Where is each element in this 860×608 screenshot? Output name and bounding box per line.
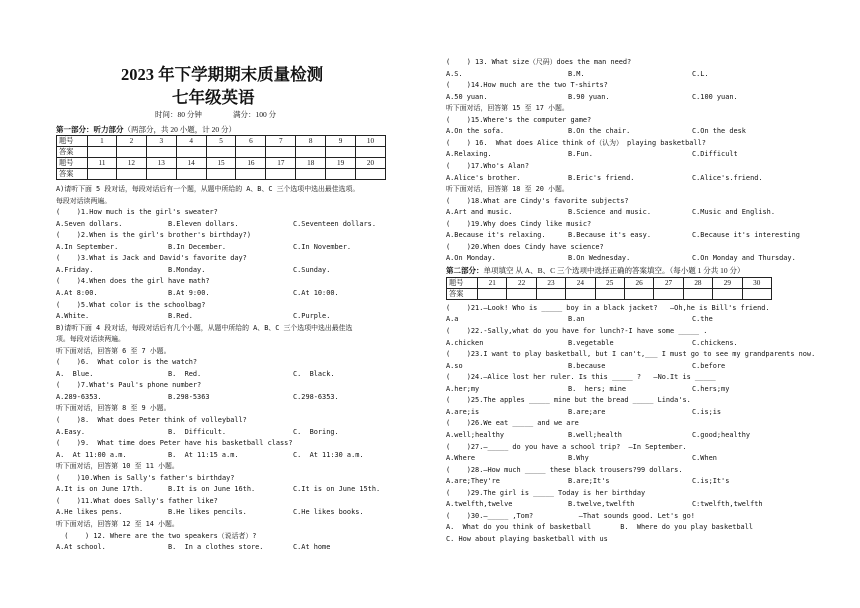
question-line: ( )2.When is the girl's brother's birthday?) — [56, 231, 251, 240]
grid-answer-row — [57, 169, 386, 180]
grid-answer-cell — [146, 169, 176, 180]
question-line: ( )15.Where's the computer game? — [446, 115, 592, 124]
grid-answer-cell — [206, 147, 236, 158]
question-line: 项。每段对话读两遍。 — [56, 335, 125, 344]
option-c: C.Alice's.friend. — [692, 173, 763, 182]
grid-answer-cell — [176, 147, 206, 158]
part2-answer-grid — [446, 277, 772, 300]
option-b: B.because — [568, 361, 606, 370]
option-b: B.At 9:00. — [168, 288, 210, 297]
answer-options — [56, 242, 386, 252]
option-b: B.are;are — [568, 407, 606, 416]
grid-answer-cell — [116, 147, 146, 158]
question-line: ( )7.What's Paul's phone number? — [56, 381, 202, 390]
option-a: A.S. — [446, 69, 463, 78]
exam-title: 2023 年下学期期末质量检测 — [121, 65, 324, 84]
option-b: B.On the chair. — [568, 127, 631, 136]
grid-row-label: 答案 — [447, 289, 478, 300]
answer-options — [56, 484, 386, 494]
option-a: A.are;They're — [446, 477, 500, 486]
option-b: B.Fun. — [568, 150, 593, 159]
option-a: A.It is on June 17th. — [56, 485, 144, 494]
answer-options — [446, 207, 806, 217]
question-line: ( )11.What does Sally's father like? — [56, 496, 218, 505]
grid-question-number: 2 — [116, 136, 146, 147]
grid-answer-cell — [595, 289, 624, 300]
question-line: C. How about playing basketball with us — [446, 534, 608, 543]
grid-question-number: 11 — [88, 158, 117, 169]
option-a: A.On Monday. — [446, 254, 496, 263]
question-line: 听下面对话，回答第 8 至 9 小题。 — [56, 404, 171, 413]
question-line: ( )17.Who's Alan? — [446, 161, 529, 170]
option-c: C.the — [692, 315, 713, 324]
part1-answer-grid — [56, 135, 386, 180]
answer-options — [446, 314, 806, 324]
option-b: B. At 11:15 a.m. — [168, 450, 239, 459]
question-line: B)请听下面 4 段对话，每段对话后有几个小题，从题中所给的 A、B、C 三个选项中选出最佳选 — [56, 323, 353, 332]
grid-question-number: 7 — [266, 136, 296, 147]
answer-options — [446, 384, 806, 394]
answer-options — [446, 499, 806, 509]
question-line: ( )28.—How much _____ these black trousers?99 dollars. — [446, 465, 683, 474]
question-line: ( )9. What time does Peter have his basketball class? — [56, 439, 293, 448]
option-c: C.hers;my — [692, 384, 730, 393]
question-line: 听下面对话，回答第 10 至 11 小题。 — [56, 462, 179, 471]
grid-question-number: 3 — [146, 136, 176, 147]
option-a: A.Where — [446, 454, 476, 463]
question-line: ( )10.When is Sally's father's birthday? — [56, 473, 235, 482]
question-line: ( )6. What color is the watch? — [56, 358, 198, 367]
grid-question-number: 1 — [88, 136, 117, 147]
answer-options — [446, 407, 806, 417]
option-c: C:twelfth,twelfth — [692, 500, 763, 509]
left-column — [56, 184, 386, 604]
grid-row-label: 题号 — [447, 278, 478, 289]
part1-heading — [56, 124, 236, 135]
question-line: ( )26.We eat _____ and we are — [446, 419, 579, 428]
grid-question-number: 21 — [478, 278, 507, 289]
option-a: A.twelfth,twelve — [446, 500, 513, 509]
option-b: B.Monday. — [168, 265, 206, 274]
grid-answer-cell — [536, 289, 565, 300]
option-b: B. In a clothes store. — [168, 543, 264, 552]
part1-heading-bold: 第一部分：听力部分 — [56, 125, 124, 134]
question-line: ( )1.How much is the girl's sweater? — [56, 208, 218, 217]
option-c: C.Because it's interesting — [692, 231, 800, 240]
option-c: C.When — [692, 454, 717, 463]
grid-number-row — [447, 278, 772, 289]
grid-row-label: 答案 — [57, 147, 88, 158]
question-line: ( )8. What does Peter think of volleyball? — [56, 416, 247, 424]
option-a: A.so — [446, 361, 463, 370]
option-b: B.90 yuan. — [568, 92, 610, 101]
answer-options — [56, 265, 386, 275]
question-line: ( )21.—Look! Who is _____ boy in a black jacket? —Oh,he is Bill's friend. — [446, 303, 770, 312]
exam-subtitle: 七年级英语 — [172, 88, 255, 107]
option-b: B. Red. — [168, 369, 202, 378]
option-a: A.White. — [56, 312, 90, 321]
option-c: C.On Monday and Thursday. — [692, 254, 796, 263]
option-c: C.good;healthy — [692, 430, 751, 439]
option-a: A.In September. — [56, 242, 119, 251]
question-line: ( )4.When does the girl have math? — [56, 277, 210, 286]
grid-question-number: 19 — [326, 158, 356, 169]
grid-question-number: 12 — [116, 158, 146, 169]
grid-number-row — [57, 158, 386, 169]
grid-answer-cell — [206, 169, 236, 180]
grid-answer-cell — [236, 169, 266, 180]
option-c: C.In November. — [293, 242, 352, 251]
grid-answer-cell — [176, 169, 206, 180]
answer-options — [446, 453, 806, 463]
answer-options — [56, 507, 386, 517]
option-a: A. At 11:00 a.m. — [56, 450, 127, 459]
grid-question-number: 24 — [566, 278, 595, 289]
answer-options — [446, 173, 806, 183]
grid-row-label: 答案 — [57, 169, 88, 180]
option-b: B.Red. — [168, 312, 193, 321]
option-a: A.are;is — [446, 407, 480, 416]
option-c: C.At 10:00. — [293, 288, 339, 297]
grid-answer-cell — [624, 289, 653, 300]
question-line: ( )3.What is Jack and David's favorite day? — [56, 254, 247, 263]
grid-question-number: 8 — [296, 136, 326, 147]
grid-answer-cell — [116, 169, 146, 180]
option-b: B. hers; mine — [568, 384, 627, 393]
option-b: B.are;It's — [568, 477, 610, 486]
option-b: B.Eric's friend. — [568, 173, 635, 182]
grid-answer-cell — [478, 289, 507, 300]
question-line: ( )19.Why does Cindy like music? — [446, 219, 592, 228]
question-line: ( )29.The girl is _____ Today is her birthday — [446, 488, 646, 497]
answer-options — [56, 311, 386, 321]
time-label: 时间：80 分钟 — [155, 110, 202, 119]
option-b: B.M. — [568, 69, 585, 78]
question-line: ( ) 16. What does Alice think of（认为） playing basketball? — [446, 138, 706, 147]
option-c: C.Purple. — [293, 312, 331, 321]
option-c: C.Music and English. — [692, 208, 775, 217]
option-c: C.before — [692, 361, 726, 370]
option-a: A.At 8:00. — [56, 288, 98, 297]
grid-answer-cell — [88, 169, 117, 180]
part2-heading-bold: 第二部分： — [446, 266, 484, 275]
question-line: ( ) 13. What size（尺码）does the man need? — [446, 58, 632, 66]
question-line: ( )5.What color is the schoolbag? — [56, 300, 206, 309]
option-b: B.On Wednesday. — [568, 254, 631, 263]
option-c: C.Difficult — [692, 150, 738, 159]
grid-answer-cell — [296, 147, 326, 158]
grid-answer-cell — [266, 169, 296, 180]
option-c: C. Boring. — [293, 427, 339, 436]
grid-answer-row — [447, 289, 772, 300]
option-a: A.her;my — [446, 384, 480, 393]
option-c: C.chickens. — [692, 338, 738, 347]
answer-options — [446, 253, 806, 263]
answer-options — [56, 219, 386, 229]
grid-question-number: 18 — [296, 158, 326, 169]
option-b: B.Because it's easy. — [568, 231, 651, 240]
grid-question-number: 16 — [236, 158, 266, 169]
answer-options — [56, 392, 386, 402]
option-b: B.Eleven dollars. — [168, 219, 239, 228]
option-b: B.twelve,twelfth — [568, 500, 635, 509]
answer-options — [56, 450, 386, 460]
option-c: C.It is on June 15th. — [293, 485, 381, 494]
option-c: C.is;It's — [692, 477, 730, 486]
part2-heading — [446, 265, 745, 276]
question-line: ( )27.—_____ do you have a school trip? —In September. — [446, 442, 687, 451]
answer-options — [56, 288, 386, 298]
answer-options — [56, 542, 386, 552]
grid-row-label: 题号 — [57, 158, 88, 169]
option-c: C. Black. — [293, 369, 335, 378]
question-line: 听下面对话，回答第 12 至 14 小题。 — [56, 519, 179, 528]
option-a: A.289-6353. — [56, 392, 102, 401]
right-column — [446, 57, 816, 605]
grid-answer-cell — [296, 169, 326, 180]
answer-options — [446, 149, 806, 159]
question-line: ( )18.What are Cindy's favorite subjects? — [446, 196, 629, 205]
grid-question-number: 6 — [236, 136, 266, 147]
grid-question-number: 14 — [176, 158, 206, 169]
option-c: C.At home — [293, 543, 331, 552]
grid-question-number: 9 — [326, 136, 356, 147]
grid-answer-row — [57, 147, 386, 158]
grid-answer-cell — [326, 147, 356, 158]
grid-answer-cell — [742, 289, 771, 300]
grid-answer-cell — [654, 289, 683, 300]
grid-row-label: 题号 — [57, 136, 88, 147]
option-b: B.It is on June 16th. — [168, 485, 256, 494]
grid-question-number: 30 — [742, 278, 771, 289]
question-line: A)请听下面 5 段对话，每段对话后有一个题，从题中所给的 A、B、C 三个选项中选出最佳选项。 — [56, 185, 360, 193]
grid-question-number: 13 — [146, 158, 176, 169]
question-line: ( )25.The apples _____ mine but the bread _____ Linda's. — [446, 396, 691, 405]
option-c: C. At 11:30 a.m. — [293, 450, 364, 459]
option-b: B.In December. — [168, 242, 227, 251]
grid-question-number: 26 — [624, 278, 653, 289]
answer-options — [446, 361, 806, 371]
question-line: 听下面对话，回答第 15 至 17 小题。 — [446, 104, 569, 113]
grid-answer-cell — [146, 147, 176, 158]
option-a: A.Because it's relaxing. — [446, 231, 546, 240]
option-c: C.L. — [692, 69, 709, 78]
grid-question-number: 17 — [266, 158, 296, 169]
option-a: A.Easy. — [56, 427, 86, 436]
option-b: B.an — [568, 315, 585, 324]
grid-question-number: 4 — [176, 136, 206, 147]
option-b: B. Difficult. — [168, 427, 227, 436]
grid-question-number: 15 — [206, 158, 236, 169]
grid-answer-cell — [507, 289, 536, 300]
grid-question-number: 27 — [654, 278, 683, 289]
question-line: ( )14.How much are the two T-shirts? — [446, 81, 608, 90]
option-a: A.On the sofa. — [446, 127, 505, 136]
option-b: B.Science and music. — [568, 208, 651, 217]
grid-answer-cell — [326, 169, 356, 180]
grid-answer-cell — [88, 147, 117, 158]
answer-options — [446, 230, 806, 240]
grid-number-row — [57, 136, 386, 147]
grid-answer-cell — [356, 147, 386, 158]
option-a: A.a — [446, 315, 459, 324]
grid-question-number: 28 — [683, 278, 712, 289]
option-a: A.well;healthy — [446, 430, 505, 439]
option-c: C.100 yuan. — [692, 92, 738, 101]
option-b: B.Why — [568, 454, 589, 463]
grid-question-number: 20 — [356, 158, 386, 169]
answer-options — [56, 369, 386, 379]
part2-heading-rest: 单项填空 从 A、B、C 三个选项中选择正确的答案填空。（每小题 1 分共 10 分） — [483, 266, 745, 275]
option-c: C.is;is — [692, 407, 722, 416]
option-c: C.On the desk — [692, 127, 746, 136]
grid-answer-cell — [236, 147, 266, 158]
question-line: 听下面对话，回答第 18 至 20 小题。 — [446, 185, 569, 194]
option-c: C.Sunday. — [293, 265, 331, 274]
option-c: C.He likes books. — [293, 508, 364, 517]
answer-options — [56, 427, 386, 437]
grid-question-number: 25 — [595, 278, 624, 289]
grid-question-number: 29 — [713, 278, 742, 289]
option-a: A.Relaxing. — [446, 150, 492, 159]
option-a: A. Blue. — [56, 369, 94, 378]
part1-heading-rest: （两部分，共 20 小题，计 20 分） — [123, 125, 236, 134]
grid-question-number: 5 — [206, 136, 236, 147]
option-b: B.298-5363 — [168, 392, 210, 401]
question-line: ( )23.I want to play basketball, but I can't,___ I must go to see my grandparents now. — [446, 350, 816, 359]
option-a: A.Art and music. — [446, 208, 513, 217]
answer-options — [446, 430, 806, 440]
question-line: A. What do you think of basketball B. Where do you play basketball — [446, 523, 753, 532]
option-a: A.Seven dollars. — [56, 219, 123, 228]
option-b: B.vegetable — [568, 338, 614, 347]
option-a: A.Friday. — [56, 265, 94, 274]
option-a: A.50 yuan. — [446, 92, 488, 101]
question-line: ( )30.—_____ ,Tom? —That sounds good. Let's go! — [446, 511, 695, 520]
option-b: B.well;health — [568, 430, 622, 439]
option-a: A.At school. — [56, 543, 106, 552]
grid-answer-cell — [566, 289, 595, 300]
answer-options — [446, 476, 806, 486]
grid-answer-cell — [266, 147, 296, 158]
question-line: 听下面对话，回答第 6 至 7 小题。 — [56, 346, 171, 355]
answer-options — [446, 126, 806, 136]
grid-question-number: 10 — [356, 136, 386, 147]
option-a: A.He likes pens. — [56, 508, 123, 517]
option-c: C.298-6353. — [293, 392, 339, 401]
grid-question-number: 23 — [536, 278, 565, 289]
option-a: A.Alice's brother. — [446, 173, 521, 182]
grid-question-number: 22 — [507, 278, 536, 289]
question-line: ( )24.—Alice lost her ruler. Is this _____ ? —No.It is _____ — [446, 373, 716, 382]
answer-options — [446, 69, 806, 79]
answer-options — [446, 92, 806, 102]
question-line: ( )22.-Sally,what do you have for lunch?-I have some _____ . — [446, 327, 708, 335]
option-b: B.He likes pencils. — [168, 508, 247, 517]
grid-answer-cell — [356, 169, 386, 180]
answer-options — [446, 338, 806, 348]
question-line: 每段对话读两遍。 — [56, 196, 112, 205]
grid-answer-cell — [713, 289, 742, 300]
option-c: C.Seventeen dollars. — [293, 219, 376, 228]
question-line: ( ) 12. Where are the two speakers（说话者）? — [56, 531, 257, 540]
option-a: A.chicken — [446, 338, 484, 347]
grid-answer-cell — [683, 289, 712, 300]
question-line: ( )20.When does Cindy have science? — [446, 242, 604, 251]
score-label: 满分：100 分 — [233, 110, 277, 119]
